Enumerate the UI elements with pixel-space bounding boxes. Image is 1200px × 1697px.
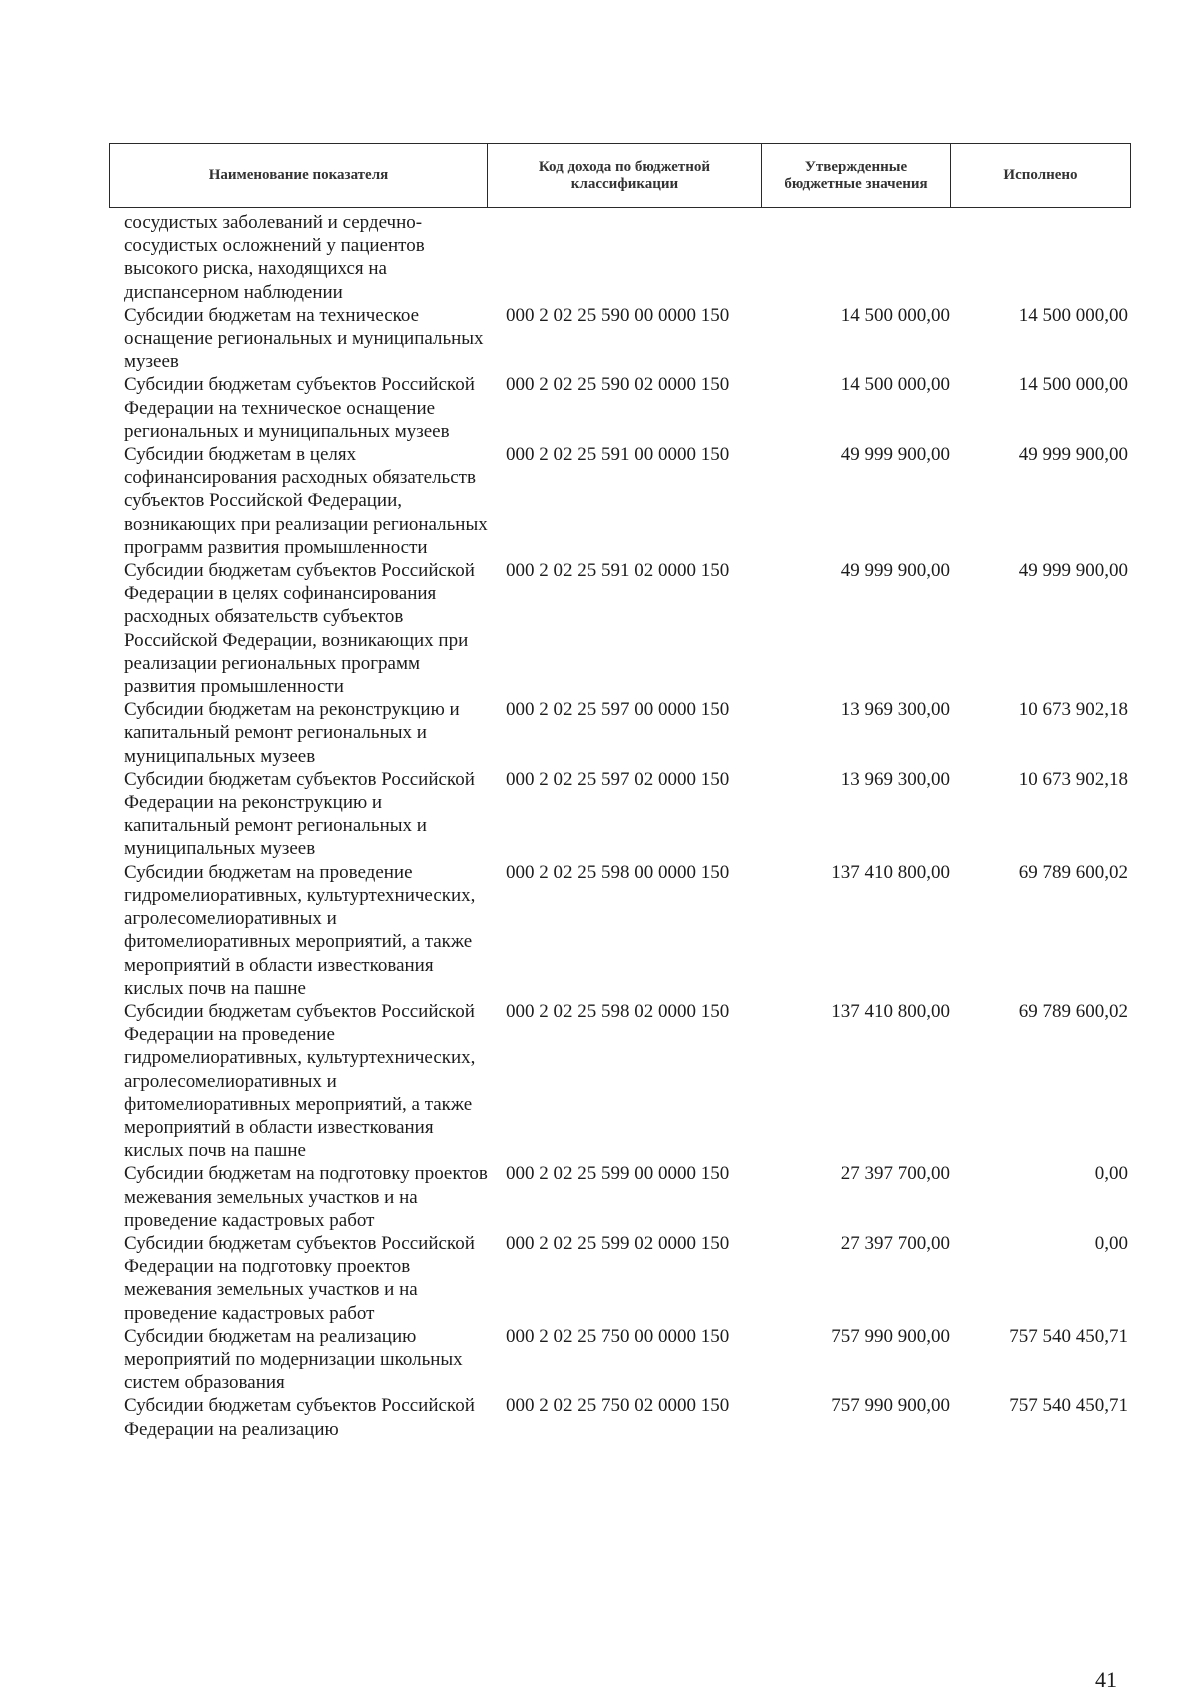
row-executed: 0,00 bbox=[1094, 1163, 1128, 1185]
row-approved: 49 999 900,00 bbox=[840, 560, 950, 582]
row-name: Субсидии бюджетам субъектов Российской Федерации на реконструкцию и капитальный ремонт региональных и муниципальных музеев bbox=[124, 768, 475, 860]
row-executed: 14 500 000,00 bbox=[1018, 304, 1128, 326]
row-executed: 49 999 900,00 bbox=[1018, 444, 1128, 466]
table-row bbox=[0, 559, 1200, 698]
row-code: 000 2 02 25 750 02 0000 150 bbox=[506, 1395, 730, 1417]
header-executed: Исполнено bbox=[1003, 167, 1078, 183]
row-name: Субсидии бюджетам на реализацию мероприятий по модернизации школьных систем образования bbox=[124, 1325, 463, 1394]
row-name: Субсидии бюджетам на реконструкцию и капитальный ремонт региональных и муниципальных музеев bbox=[124, 699, 460, 767]
continuation-row bbox=[0, 211, 1200, 304]
row-name: Субсидии бюджетам субъектов Российской Федерации в целях софинансирования расходных обязательств субъектов Российской Федерации, возникающих при реализации региональных программ развития промышленности bbox=[124, 560, 475, 698]
row-name: Субсидии бюджетам на проведение гидромелиоративных, культуртехнических, агролесомелиоративных и фитомелиоративных мероприятий, а также мероприятий в области известкования кислых почв на пашне bbox=[124, 861, 476, 999]
row-approved: 14 500 000,00 bbox=[840, 374, 950, 396]
row-approved: 27 397 700,00 bbox=[840, 1163, 950, 1185]
row-name: Субсидии бюджетам на подготовку проектов межевания земельных участков и на проведение кадастровых работ bbox=[124, 1163, 488, 1231]
table-row bbox=[0, 304, 1200, 374]
row-approved: 27 397 700,00 bbox=[840, 1232, 950, 1254]
row-approved: 757 990 900,00 bbox=[831, 1325, 950, 1347]
row-executed: 49 999 900,00 bbox=[1018, 560, 1128, 582]
row-name: Субсидии бюджетам субъектов Российской Федерации на техническое оснащение региональных и муниципальных музеев bbox=[124, 374, 475, 442]
table-row bbox=[0, 1000, 1200, 1162]
row-approved: 13 969 300,00 bbox=[840, 768, 950, 790]
page-number: 41 bbox=[1095, 1667, 1117, 1692]
table-body bbox=[0, 211, 1200, 1441]
table-row bbox=[0, 1232, 1200, 1325]
row-executed: 14 500 000,00 bbox=[1018, 374, 1128, 396]
table-row bbox=[0, 373, 1200, 443]
row-name: Субсидии бюджетам субъектов Российской Федерации на проведение гидромелиоративных, культуртехнических, агролесомелиоративных и фитомелиоративных мероприятий, а также мероприятий в области известкования кислых почв на пашне bbox=[124, 1000, 476, 1162]
row-code: 000 2 02 25 597 02 0000 150 bbox=[506, 768, 730, 790]
row-approved: 137 410 800,00 bbox=[831, 1000, 950, 1022]
table-row bbox=[0, 1162, 1200, 1232]
row-executed: 0,00 bbox=[1094, 1232, 1128, 1254]
row-code: 000 2 02 25 598 02 0000 150 bbox=[506, 1000, 730, 1022]
header-name: Наименование показателя bbox=[110, 144, 488, 207]
row-code: 000 2 02 25 590 02 0000 150 bbox=[506, 374, 730, 396]
row-code: 000 2 02 25 750 00 0000 150 bbox=[506, 1325, 730, 1347]
row-executed: 757 540 450,71 bbox=[1009, 1325, 1128, 1347]
row-code: 000 2 02 25 599 00 0000 150 bbox=[506, 1163, 730, 1185]
row-executed: 69 789 600,02 bbox=[1018, 1000, 1128, 1022]
table-row bbox=[0, 443, 1200, 559]
row-name: Субсидии бюджетам субъектов Российской Федерации на реализацию bbox=[124, 1395, 475, 1440]
header-code: Код дохода по бюджетной классификации bbox=[488, 144, 762, 207]
row-code: 000 2 02 25 590 00 0000 150 bbox=[506, 304, 730, 326]
row-approved: 757 990 900,00 bbox=[831, 1395, 950, 1417]
row-code: 000 2 02 25 591 02 0000 150 bbox=[506, 560, 730, 582]
table-row bbox=[0, 698, 1200, 768]
row-code: 000 2 02 25 591 00 0000 150 bbox=[506, 444, 730, 466]
table-row bbox=[0, 1325, 1200, 1395]
row-code: 000 2 02 25 597 00 0000 150 bbox=[506, 699, 730, 721]
row-name: Субсидии бюджетам на техническое оснащение региональных и муниципальных музеев bbox=[124, 304, 484, 373]
row-code: 000 2 02 25 598 00 0000 150 bbox=[506, 861, 730, 883]
row-approved: 14 500 000,00 bbox=[840, 304, 950, 326]
table-header bbox=[109, 143, 1131, 208]
header-approved: Утвержденные бюджетные значения bbox=[762, 144, 951, 207]
table-row bbox=[0, 768, 1200, 861]
row-approved: 49 999 900,00 bbox=[840, 444, 950, 466]
row-executed: 10 673 902,18 bbox=[1018, 699, 1128, 721]
row-name: Субсидии бюджетам в целях софинансирования расходных обязательств субъектов Российской Федерации, возникающих при реализации региональных программ развития промышленности bbox=[124, 444, 488, 558]
row-name: Субсидии бюджетам субъектов Российской Федерации на подготовку проектов межевания земельных участков и на проведение кадастровых работ bbox=[124, 1232, 475, 1324]
continuation-text: сосудистых заболеваний и сердечно-сосудистых осложнений у пациентов высокого риска, находящихся на диспансерном наблюдении bbox=[124, 212, 425, 303]
table-row bbox=[0, 861, 1200, 1000]
table-row bbox=[0, 1394, 1200, 1440]
row-approved: 13 969 300,00 bbox=[840, 699, 950, 721]
row-executed: 10 673 902,18 bbox=[1018, 768, 1128, 790]
row-executed: 69 789 600,02 bbox=[1018, 861, 1128, 883]
row-executed: 757 540 450,71 bbox=[1009, 1395, 1128, 1417]
row-code: 000 2 02 25 599 02 0000 150 bbox=[506, 1232, 730, 1254]
row-approved: 137 410 800,00 bbox=[831, 861, 950, 883]
